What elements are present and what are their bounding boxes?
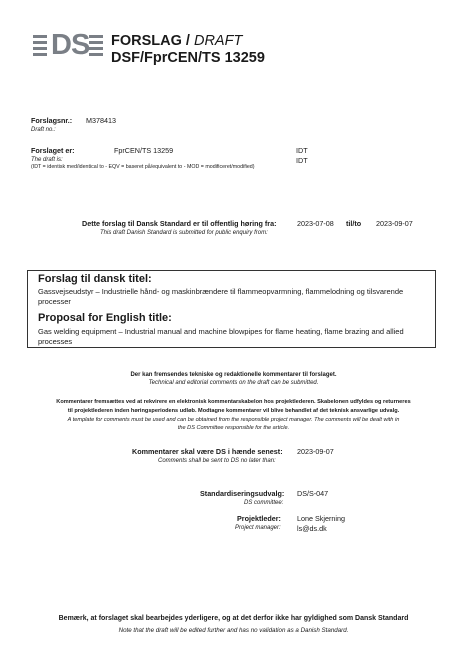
title-prefix: FORSLAG / bbox=[111, 33, 190, 49]
enquiry-label-en: This draft Danish Standard is submitted for public enquiry from: bbox=[100, 230, 268, 236]
comments-info: Der kan fremsendes tekniske og redaktionelle kommentarer til forslaget. bbox=[130, 372, 337, 378]
comments-template-line-2-en: the DS Committee responsible for the article. bbox=[177, 425, 290, 431]
deadline-label-en: Comments shall be sent to DS no later than: bbox=[158, 458, 276, 464]
proposal-number-label: Forslagsnr.: bbox=[31, 116, 73, 125]
enquiry-to: 2023-09-07 bbox=[376, 219, 413, 228]
title-draft: DRAFT bbox=[193, 33, 243, 49]
danish-title-heading: Forslag til dansk titel: bbox=[38, 273, 152, 285]
footer-note-en: Note that the draft will be edited further and has no validation as a Danish Standard. bbox=[118, 627, 349, 634]
draft-type-1: IDT bbox=[296, 146, 308, 155]
document-title bbox=[111, 33, 242, 49]
comments-info-en: Technical and editorial comments on the draft can be submitted. bbox=[148, 380, 319, 386]
english-title-text: Gas welding equipment – Industrial manual and machine blowpipes for flame heating, flame brazing and allied processes bbox=[38, 327, 404, 346]
committee-label-en: DS committee: bbox=[244, 500, 284, 506]
manager-name: Lone Skjerning bbox=[297, 514, 345, 523]
titles-box bbox=[27, 270, 436, 348]
manager-email[interactable]: ls@ds.dk bbox=[297, 524, 327, 533]
english-title-heading: Proposal for English title: bbox=[38, 312, 172, 324]
enquiry-label: Dette forslag til Dansk Standard er til offentlig høring fra: bbox=[82, 219, 277, 228]
comments-template-line-1-en: A template for comments must be used and can be obtained from the responsible project manager. The comments will be dealt with in bbox=[67, 417, 400, 423]
draft-is-label-en: The draft is: bbox=[31, 157, 63, 163]
proposal-number-value: M378413 bbox=[86, 116, 116, 125]
comments-template-line-2: til projektlederen inden høringsperiodens udløb. Modtagne kommentarer vil blive behandlet af det teknisk ansvarlige udvalg. bbox=[67, 408, 400, 414]
draft-is-note: (IDT = identisk med/identical to - EQV = baseret på/equivalent to - MOD = modificeret/modified) bbox=[31, 164, 255, 170]
manager-label-en: Project manager: bbox=[235, 525, 281, 531]
deadline-label: Kommentarer skal være DS i hænde senest: bbox=[132, 447, 283, 456]
comments-template-line-1: Kommentarer fremsættes ved at rekvirere en elektronisk kommentarskabelon hos projektlederen. Skabelonen udfyldes og returneres bbox=[56, 399, 411, 405]
logo-text: DS bbox=[51, 29, 90, 61]
committee-value: DS/S-047 bbox=[297, 489, 329, 498]
footer-note: Bemærk, at forslaget skal bearbejdes yderligere, og at det derfor ikke har gyldighed som Dansk Standard bbox=[58, 615, 409, 622]
document-reference: DSF/FprCEN/TS 13259 bbox=[111, 50, 265, 66]
draft-is-label: Forslaget er: bbox=[31, 146, 75, 155]
enquiry-from: 2023-07-08 bbox=[297, 219, 334, 228]
danish-title-text: Gassvejseudstyr – Industrielle hånd- og maskinbrændere til flammeopvarmning, flammelodning og tilsvarende processer bbox=[38, 287, 404, 306]
manager-label: Projektleder: bbox=[237, 514, 281, 523]
draft-type-2: IDT bbox=[296, 156, 308, 165]
enquiry-to-label: til/to bbox=[346, 219, 362, 228]
ds-logo bbox=[33, 29, 103, 61]
committee-label: Standardiseringsudvalg: bbox=[200, 489, 285, 498]
draft-reference: FprCEN/TS 13259 bbox=[114, 146, 174, 155]
proposal-number-label-en: Draft no.: bbox=[31, 127, 56, 133]
deadline-value: 2023-09-07 bbox=[297, 447, 334, 456]
